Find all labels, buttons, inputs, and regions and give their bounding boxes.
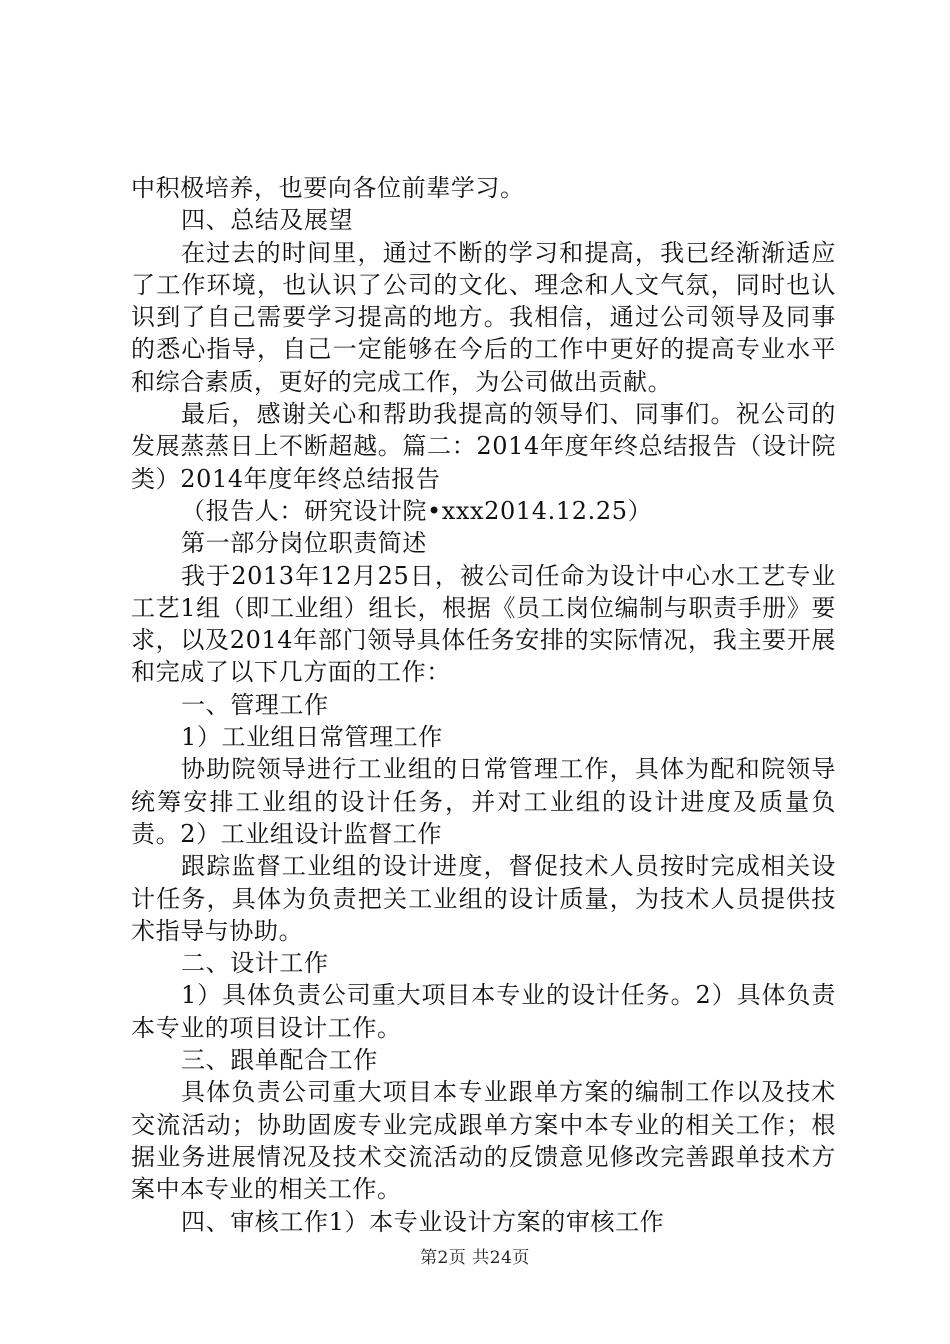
paragraph: 1）具体负责公司重大项目本专业的设计任务。2）具体负责本专业的项目设计工作。 bbox=[131, 981, 836, 1042]
document-body bbox=[131, 172, 836, 1238]
page-number-footer: 第2页 共24页 bbox=[420, 1248, 530, 1268]
section-heading: 一、管理工作 bbox=[181, 690, 329, 719]
sub-heading: 1）工业组日常管理工作 bbox=[181, 723, 443, 752]
paragraph: 跟踪监督工业组的设计进度，督促技术人员按时完成相关设计任务，具体为负责把关工业组的设计质量，为技术人员提供技术指导与协助。 bbox=[131, 852, 836, 945]
section-heading: 第一部分岗位职责简述 bbox=[181, 529, 427, 558]
paragraph: 中积极培养，也要向各位前辈学习。 bbox=[131, 174, 525, 202]
paragraph: （报告人：研究设计院•xxx2014.12.25） bbox=[181, 496, 653, 525]
paragraph: 具体负责公司重大项目本专业跟单方案的编制工作以及技术交流活动；协助固废专业完成跟单方案中本专业的相关工作；根据业务进展情况及技术交流活动的反馈意见修改完善跟单技术方案中本专业的相关工作。 bbox=[131, 1078, 836, 1204]
section-heading: 三、跟单配合工作 bbox=[181, 1046, 378, 1075]
paragraph: 在过去的时间里，通过不断的学习和提高，我已经渐渐适应了工作环境，也认识了公司的文化、理念和人文气氛，同时也认识到了自己需要学习提高的地方。我相信，通过公司领导及同事的悉心指导，自己一定能够在今后的工作中更好的提高专业水平和综合素质，更好的完成工作，为公司做出贡献。 bbox=[131, 238, 836, 396]
section-heading: 四、总结及展望 bbox=[181, 206, 354, 235]
paragraph: 我于2013年12月25日，被公司任命为设计中心水工艺专业工艺1组（即工业组）组长，根据《员工岗位编制与职责手册》要求，以及2014年部门领导具体任务安排的实际情况，我主要开展和完成了以下几方面的工作： bbox=[131, 561, 836, 687]
paragraph: 协助院领导进行工业组的日常管理工作，具体为配和院领导统筹安排工业组的设计任务，并对工业组的设计进度及质量负责。2）工业组设计监督工作 bbox=[131, 755, 836, 848]
paragraph: 最后，感谢关心和帮助我提高的领导们、同事们。祝公司的发展蒸蒸日上不断超越。篇二：2014年度年终总结报告（设计院类）2014年度年终总结报告 bbox=[131, 400, 836, 493]
section-heading: 二、设计工作 bbox=[181, 949, 329, 978]
paragraph: 四、审核工作1）本专业设计方案的审核工作 bbox=[181, 1207, 665, 1236]
